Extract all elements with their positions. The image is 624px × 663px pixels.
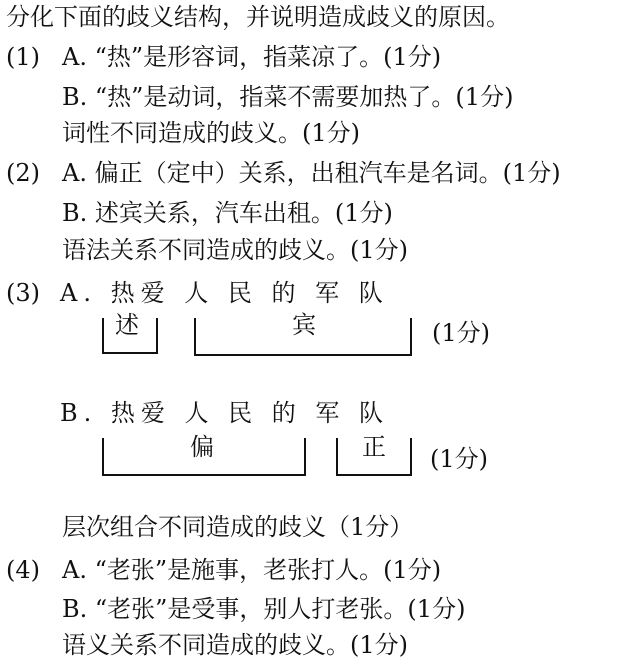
item-3-conclusion: 层次组合不同造成的歧义（1分） xyxy=(62,513,414,541)
item-4-line-a: A. “老张”是施事，老张打人。(1分) xyxy=(62,556,442,584)
item-2-line-b: B. 述宾关系，汽车出租。(1分) xyxy=(62,199,393,227)
bracket-label-pian: 偏 xyxy=(190,433,214,461)
bracket-label-zheng: 正 xyxy=(362,433,386,461)
item-4-line-b: B. “老张”是受事，别人打老张。(1分) xyxy=(62,595,466,623)
exercise-title: 分化下面的歧义结构，并说明造成歧义的原因。 xyxy=(6,3,510,31)
item-2-number: (2) xyxy=(6,159,40,187)
item-3-score-a: (1分) xyxy=(432,319,490,347)
item-3-score-b: (1分) xyxy=(430,445,488,473)
item-1-conclusion: 词性不同造成的歧义。(1分) xyxy=(62,119,360,147)
bracket-label-shu: 述 xyxy=(115,311,139,339)
item-2-conclusion: 语法关系不同造成的歧义。(1分) xyxy=(62,236,408,264)
item-3-phrase-b: B. 热爱 人 民 的 军 队 xyxy=(60,399,390,427)
item-4-conclusion: 语义关系不同造成的歧义。(1分) xyxy=(62,631,408,659)
item-4-number: (4) xyxy=(6,556,40,584)
item-3-number: (3) xyxy=(6,279,40,307)
item-1-number: (1) xyxy=(6,43,40,71)
bracket-label-bin: 宾 xyxy=(292,311,316,339)
item-1-line-a: A. “热”是形容词，指菜凉了。(1分) xyxy=(62,43,442,71)
item-3-phrase-a: A. 热爱 人 民 的 军 队 xyxy=(60,279,389,307)
item-1-line-b: B. “热”是动词，指菜不需要加热了。(1分) xyxy=(62,83,514,111)
item-2-line-a: A. 偏正（定中）关系，出租汽车是名词。(1分) xyxy=(62,159,561,187)
